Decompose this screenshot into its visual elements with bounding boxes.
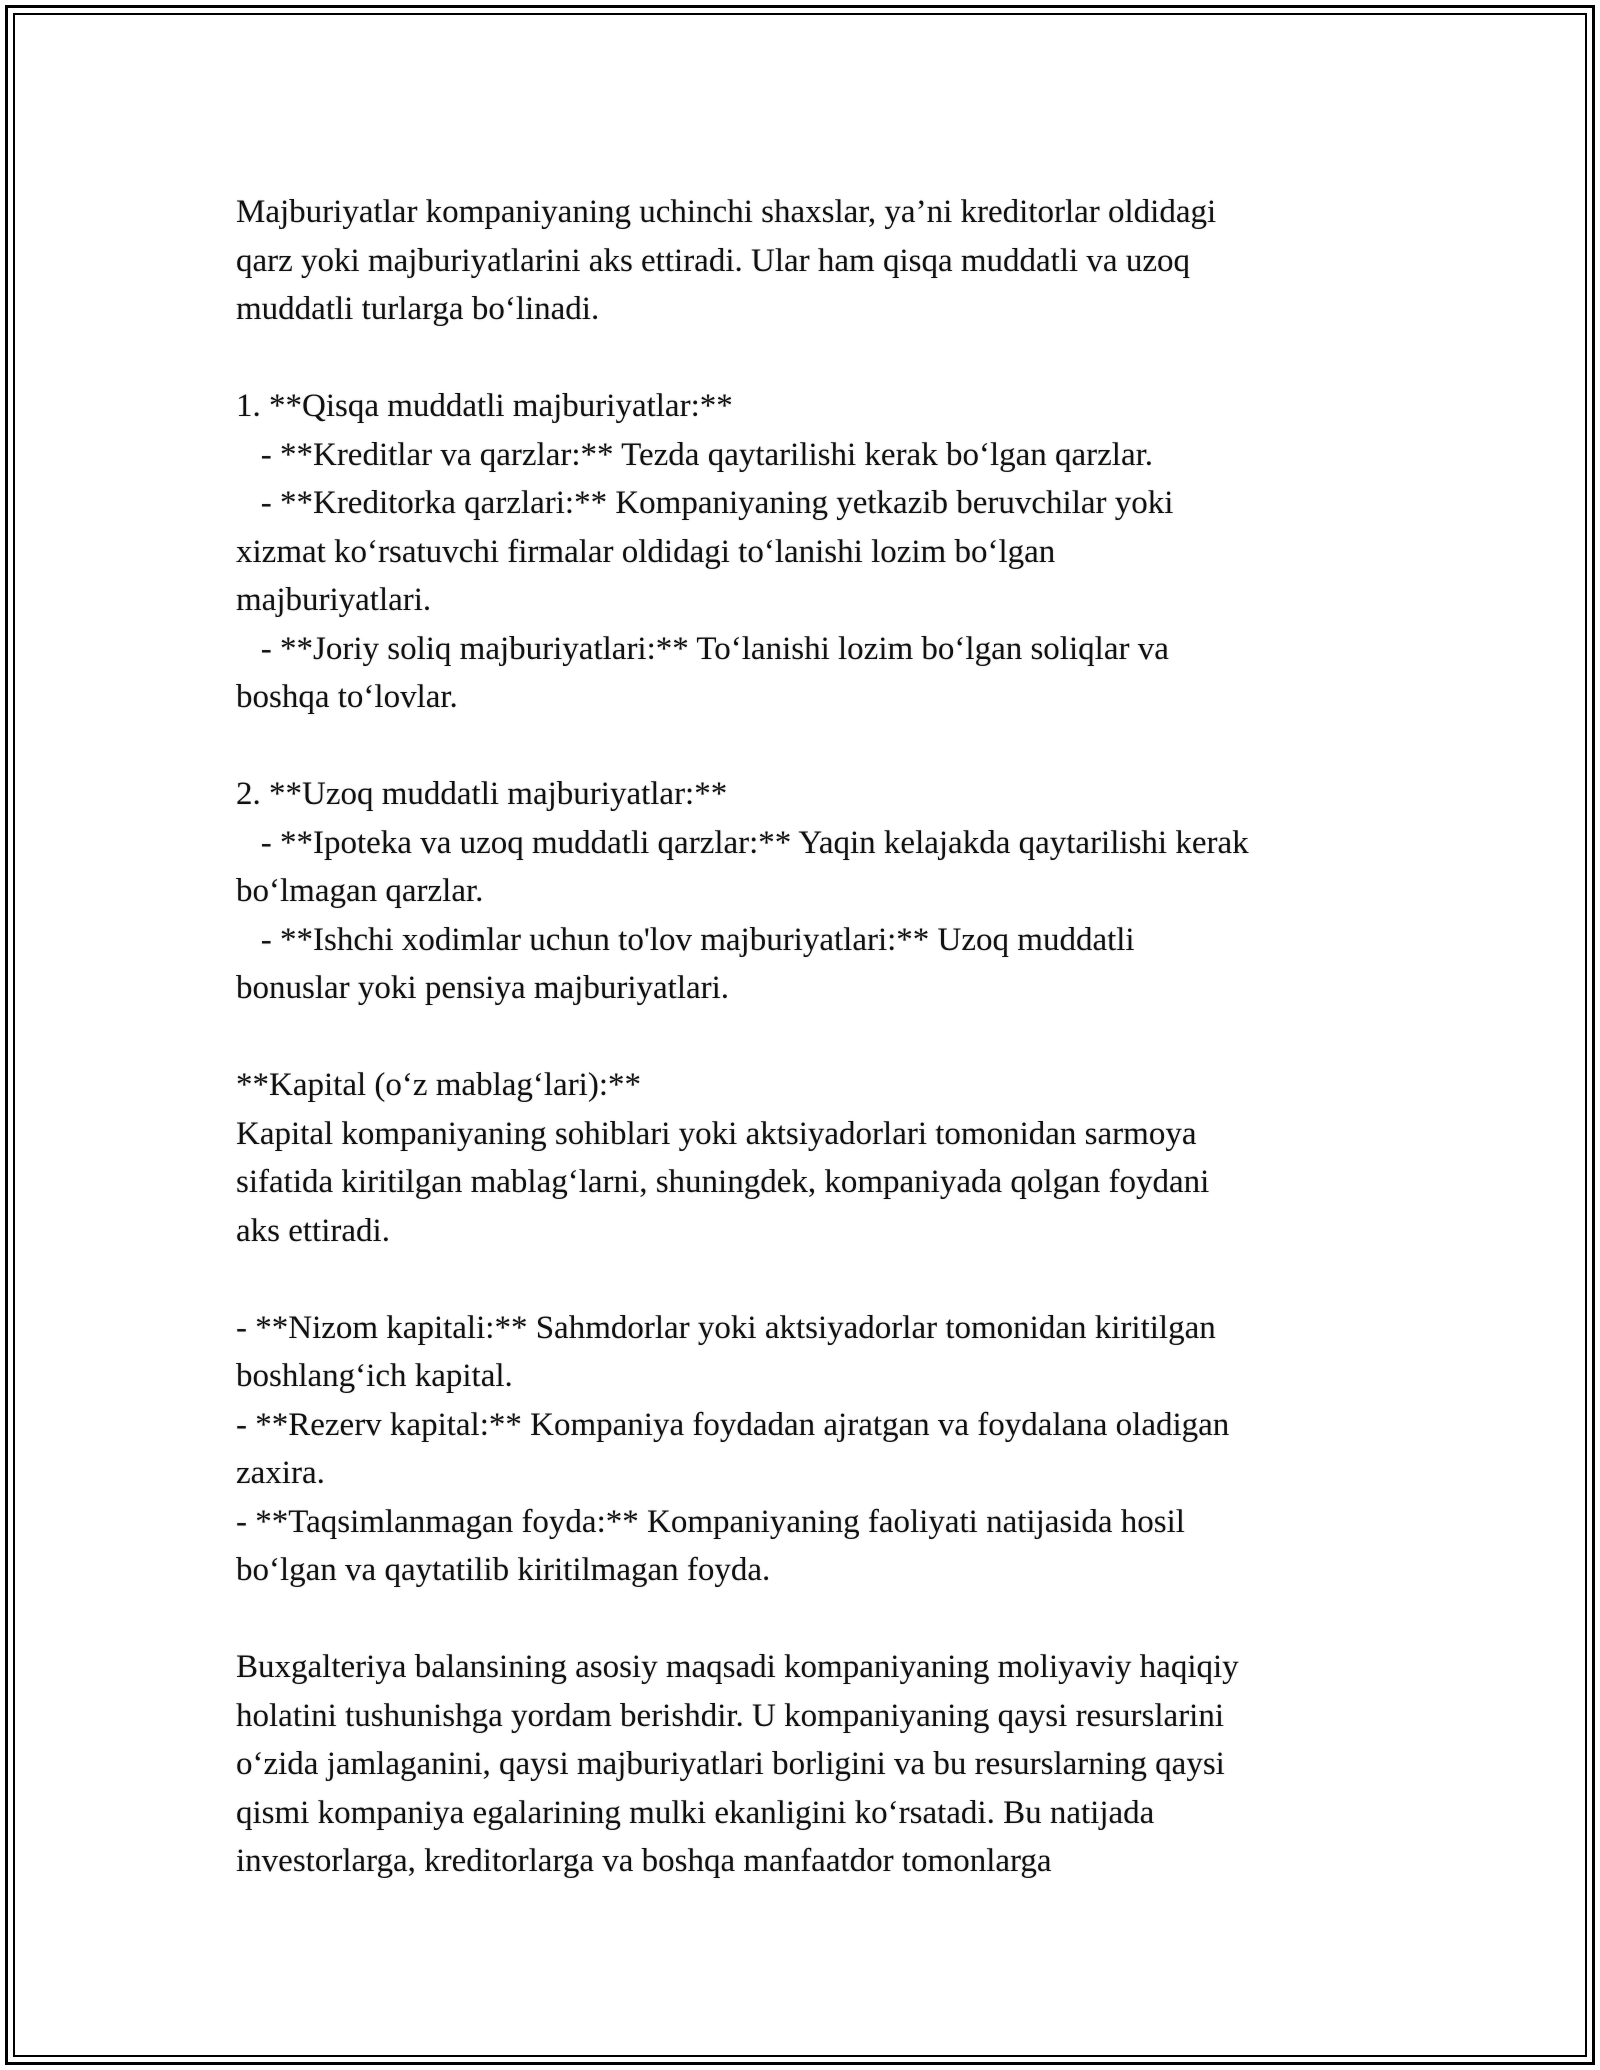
text-line: - **Ipoteka va uzoq muddatli qarzlar:** Yaqin kelajakda qaytarilishi kerak: [236, 824, 1249, 861]
text-line: investorlarga, kreditorlarga va boshqa manfaatdor tomonlarga: [236, 1843, 1052, 1879]
text-line: bo‘lgan va qaytatilib kiritilmagan foyda.: [236, 1552, 771, 1588]
text-line: boshlang‘ich kapital.: [236, 1358, 513, 1394]
blank-line: [236, 1595, 1436, 1644]
text-line: zaxira.: [236, 1455, 325, 1491]
text-line: - **Ishchi xodimlar uchun to'lov majburiyatlari:** Uzoq muddatli: [236, 921, 1135, 958]
text-line: qarz yoki majburiyatlarini aks ettiradi. Ular ham qisqa muddatli va uzoq: [236, 242, 1190, 279]
text-line: - **Taqsimlanmagan foyda:** Kompaniyaning faoliyati natijasida hosil: [236, 1503, 1185, 1540]
text-line: **Kapital (o‘z mablag‘lari):**: [236, 1067, 642, 1103]
blank-line: [236, 334, 1436, 383]
text-line: sifatida kiritilgan mablag‘larni, shuningdek, kompaniyada qolgan foydani: [236, 1164, 1210, 1200]
text-line: o‘zida jamlaganini, qaysi majburiyatlari borligini va bu resurslarning qaysi: [236, 1746, 1225, 1782]
text-line: majburiyatlari.: [236, 582, 432, 618]
text-line: Kapital kompaniyaning sohiblari yoki aktsiyadorlari tomonidan sarmoya: [236, 1115, 1197, 1152]
text-line: bonuslar yoki pensiya majburiyatlari.: [236, 970, 730, 1006]
text-line: Majburiyatlar kompaniyaning uchinchi shaxslar, ya’ni kreditorlar oldidagi: [236, 194, 1217, 230]
text-line: 2. **Uzoq muddatli majburiyatlar:**: [236, 776, 728, 812]
text-line: bo‘lmagan qarzlar.: [236, 873, 484, 909]
text-line: muddatli turlarga bo‘linadi.: [236, 291, 600, 327]
text-line: - **Kreditorka qarzlari:** Kompaniyaning yetkazib beruvchilar yoki: [236, 485, 1174, 521]
text-line: - **Nizom kapitali:** Sahmdorlar yoki aktsiyadorlar tomonidan kiritilgan: [236, 1309, 1216, 1346]
document-body: [236, 188, 1436, 1886]
blank-line: [236, 1255, 1436, 1304]
text-line: xizmat ko‘rsatuvchi firmalar oldidagi to‘lanishi lozim bo‘lgan: [236, 533, 1056, 570]
text-line: holatini tushunishga yordam berishdir. U kompaniyaning qaysi resurslarini: [236, 1697, 1225, 1734]
text-line: - **Kreditlar va qarzlar:** Tezda qaytarilishi kerak bo‘lgan qarzlar.: [236, 436, 1154, 473]
blank-line: [236, 1013, 1436, 1062]
text-line: boshqa to‘lovlar.: [236, 679, 458, 715]
text-line: qismi kompaniya egalarining mulki ekanligini ko‘rsatadi. Bu natijada: [236, 1794, 1155, 1831]
text-line: Buxgalteriya balansining asosiy maqsadi kompaniyaning moliyaviy haqiqiy: [236, 1649, 1239, 1685]
text-line: - **Joriy soliq majburiyatlari:** To‘lanishi lozim bo‘lgan soliqlar va: [236, 630, 1169, 667]
text-line: aks ettiradi.: [236, 1212, 390, 1249]
blank-line: [236, 722, 1436, 771]
text-line: - **Rezerv kapital:** Kompaniya foydadan ajratgan va foydalana oladigan: [236, 1406, 1230, 1443]
text-line: 1. **Qisqa muddatli majburiyatlar:**: [236, 388, 733, 424]
